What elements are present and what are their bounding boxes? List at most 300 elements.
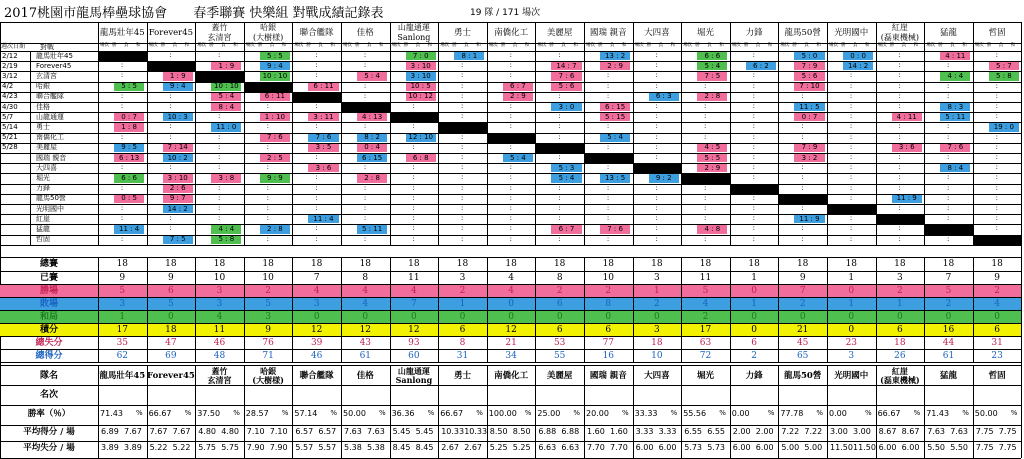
grid-line xyxy=(633,257,634,362)
match-score: 7 : 6 xyxy=(315,133,332,142)
match-pending: : xyxy=(752,81,755,90)
mini-header: 和 xyxy=(670,43,676,48)
mini-header: 場次 xyxy=(926,43,936,48)
stat-value: 8 xyxy=(605,298,612,309)
match-pending: : xyxy=(995,132,998,141)
avg-lose-label: 平均失分 / 場 xyxy=(23,443,75,453)
stat-value: 1 xyxy=(751,298,757,309)
stat-value: 46 xyxy=(310,350,323,361)
match-pending: : xyxy=(412,102,415,110)
bottom-team-sub-3: (大樹様) xyxy=(252,375,284,385)
grid-line xyxy=(0,245,1021,246)
stat-value: 6 xyxy=(168,285,174,296)
match-score: 11 : 5 xyxy=(799,102,820,111)
stat-value: 23 xyxy=(845,337,858,348)
stat-value: 4 xyxy=(313,285,320,296)
win-pct: 25.00 xyxy=(537,409,561,418)
match-pending: : xyxy=(606,122,610,131)
match-pending: : xyxy=(461,234,464,243)
mini-header: 和 xyxy=(622,43,627,48)
stat-value: 43 xyxy=(359,337,372,348)
match-pending: : xyxy=(509,224,512,233)
row-team-15: 光明國中 xyxy=(36,204,64,213)
match-score: 9 : 5 xyxy=(121,143,137,152)
mini-header: 勝 xyxy=(112,43,117,48)
bottom-team-7: 勇士 xyxy=(453,371,471,381)
match-pending: : xyxy=(655,234,658,243)
stat-value: 34 xyxy=(505,350,517,361)
match-pending: : xyxy=(752,234,755,243)
match-pending: : xyxy=(898,153,901,161)
match-pending: : xyxy=(995,102,998,110)
match-pending: : xyxy=(606,81,610,90)
win-pct: 37.50 xyxy=(197,409,221,418)
match-pending: : xyxy=(509,163,512,172)
match-pending: : xyxy=(412,183,415,192)
grid-line xyxy=(195,365,196,458)
avg-lose: 6.63 xyxy=(538,443,557,452)
mini-header: 勝 xyxy=(257,43,263,48)
match-pending: : xyxy=(995,193,998,202)
mini-header: 負 xyxy=(610,43,615,48)
avg-lose-alt: 7.75 xyxy=(998,443,1017,452)
team-header-3: 哈銀 xyxy=(260,23,277,32)
stat-value: 61 xyxy=(359,350,372,361)
stat-value: 8 xyxy=(459,337,466,348)
row-team-18: 哲固 xyxy=(36,235,50,244)
match-score: 14 : 2 xyxy=(848,61,869,70)
bottom-team-12: 堀光 xyxy=(696,371,714,381)
mini-header: 場次 xyxy=(877,43,887,48)
stat-value: 10 xyxy=(213,272,226,283)
stat-value: 4 xyxy=(994,298,1000,309)
stat-value: 1 xyxy=(459,298,466,309)
match-pending: : xyxy=(266,214,269,223)
win-pct: 20.00 xyxy=(586,409,609,418)
team-header-13: 力鋒 xyxy=(745,28,763,38)
match-pending: : xyxy=(801,122,804,131)
match-score: 4 : 13 xyxy=(362,112,383,121)
match-score: 5 : 11 xyxy=(945,112,966,121)
match-pending: : xyxy=(509,112,512,121)
stat-value: 0 xyxy=(362,311,369,322)
self-cell xyxy=(147,61,196,71)
grid-line xyxy=(633,22,634,245)
match-pending: : xyxy=(801,132,804,141)
avg-gain: 7.63 xyxy=(344,427,362,436)
mini-header: 負 xyxy=(950,43,955,48)
bottom-team-2: 蓋竹 xyxy=(211,366,228,376)
match-pending: : xyxy=(849,173,853,182)
match-score: 9 : 4 xyxy=(169,82,186,91)
grid-line xyxy=(390,257,391,362)
match-score: 6 : 7 xyxy=(510,82,526,91)
stat-value: 3 xyxy=(216,298,223,309)
match-score: 5 : 4 xyxy=(558,173,575,182)
stat-label-6: 總失分 xyxy=(35,337,63,348)
stat-value: 18 xyxy=(991,258,1003,269)
match-score: 6 : 6 xyxy=(704,51,721,60)
percent-sign: % xyxy=(962,409,969,417)
stat-value: 9 xyxy=(994,272,1000,283)
match-pending: : xyxy=(120,214,124,223)
grid-line xyxy=(195,22,196,245)
match-pending: : xyxy=(120,102,124,110)
mini-header: 勝 xyxy=(160,43,166,48)
row-date-8: 5/21 xyxy=(2,133,18,142)
team-header-9: 美麗屋 xyxy=(546,28,573,38)
win-pct: 50.00 xyxy=(343,409,366,418)
stat-value: 0 xyxy=(508,311,514,322)
avg-lose: 5.57 xyxy=(295,443,314,452)
grid-line xyxy=(487,22,488,245)
avg-gain: 7.10 xyxy=(246,427,265,436)
match-pending: : xyxy=(995,224,998,233)
avg-lose: 7.90 xyxy=(246,443,265,452)
match-pending: : xyxy=(315,183,318,192)
grid-line xyxy=(0,71,1021,72)
stat-value: 0 xyxy=(168,311,174,322)
match-score: 5 : 7 xyxy=(996,61,1012,70)
stat-value: 18 xyxy=(602,258,615,269)
match-score: 10 : 10 xyxy=(262,71,288,80)
avg-lose: 7.70 xyxy=(587,443,605,452)
stat-value: 10 xyxy=(651,350,663,361)
bottom-team-sub-2: 玄清宮 xyxy=(207,375,232,385)
avg-lose: 5.73 xyxy=(684,443,702,452)
self-cell xyxy=(681,173,730,183)
row-team-8: 南僑化工 xyxy=(36,133,64,142)
match-score: 3 : 10 xyxy=(410,61,431,70)
bottom-team-0: 龍馬壯年45 xyxy=(99,371,146,381)
stat-value: 9 xyxy=(168,272,174,283)
match-pending: : xyxy=(169,122,172,131)
match-pending: : xyxy=(606,214,610,223)
grid-line xyxy=(876,257,877,362)
match-pending: : xyxy=(461,204,464,212)
grid-line xyxy=(244,365,245,458)
match-pending: : xyxy=(947,122,950,131)
bottom-team-6: 山龍通運 xyxy=(397,366,430,376)
grid-line xyxy=(0,22,1021,23)
mini-header: 和 xyxy=(281,43,287,48)
team-header-4: 聯合艦隊 xyxy=(299,28,334,38)
avg-gain: 6.57 xyxy=(295,427,314,436)
match-pending: : xyxy=(266,122,269,131)
match-score: 1 : 9 xyxy=(218,61,235,70)
match-pending: : xyxy=(752,214,755,223)
grid-line xyxy=(341,365,342,458)
stat-value: 18 xyxy=(651,258,663,269)
mini-header: 負 xyxy=(124,43,129,48)
match-pending: : xyxy=(947,204,950,212)
match-pending: : xyxy=(218,153,221,161)
grid-line xyxy=(0,82,1021,83)
match-pending: : xyxy=(947,91,950,100)
mini-header: 負 xyxy=(998,43,1004,48)
stat-value: 4 xyxy=(702,298,709,309)
stat-value: 0 xyxy=(897,311,903,322)
match-score: 5 : 0 xyxy=(801,51,818,60)
match-pending: : xyxy=(412,142,415,151)
grid-line xyxy=(147,22,148,245)
win-pct: 66.67 xyxy=(877,409,901,418)
match-pending: : xyxy=(266,193,269,202)
self-cell xyxy=(827,204,876,214)
match-score: 7 : 6 xyxy=(267,133,283,142)
match-pending: : xyxy=(849,193,853,202)
match-pending: : xyxy=(266,183,269,192)
match-score: 7 : 5 xyxy=(704,71,721,80)
self-cell xyxy=(730,184,779,194)
stat-value: 21 xyxy=(796,324,809,335)
grid-line xyxy=(584,365,585,458)
bottom-team-8: 南僑化工 xyxy=(494,371,529,381)
avg-gain: 3.33 xyxy=(635,427,654,436)
match-pending: : xyxy=(947,173,950,182)
grid-line xyxy=(0,163,1021,164)
match-score: 4 : 8 xyxy=(704,224,721,233)
row-date-0: 2/12 xyxy=(2,51,18,60)
match-score: 10 : 5 xyxy=(410,82,431,91)
match-pending: : xyxy=(898,224,901,233)
match-pending: : xyxy=(995,51,998,59)
stat-value: 62 xyxy=(116,350,129,361)
stat-value: 18 xyxy=(894,337,906,348)
match-pending: : xyxy=(558,122,561,131)
mini-header: 勝 xyxy=(500,43,506,48)
stat-value: 18 xyxy=(553,258,566,269)
bottom-team-11: 大四喜 xyxy=(644,371,670,381)
percent-sign: % xyxy=(767,409,775,417)
match-pending: : xyxy=(655,183,658,192)
match-score: 3 : 11 xyxy=(313,112,334,121)
stat-value: 45 xyxy=(796,337,809,348)
match-score: 7 : 6 xyxy=(607,224,623,233)
match-pending: : xyxy=(461,173,464,182)
mini-header: 場次 xyxy=(488,43,498,48)
mini-header: 負 xyxy=(561,43,566,48)
stat-value: 0 xyxy=(994,311,1000,322)
stat-value: 1 xyxy=(751,272,757,283)
stat-value: 6 xyxy=(994,324,1000,335)
mini-header: 和 xyxy=(767,43,773,48)
match-score: 4 : 5 xyxy=(704,143,721,152)
grid-line xyxy=(973,365,974,458)
match-pending: : xyxy=(461,102,464,110)
avg-gain-alt: 7.63 xyxy=(950,427,968,436)
stat-label-4: 和局 xyxy=(39,311,58,322)
avg-gain: 3.00 xyxy=(830,427,848,436)
match-score: 5 : 6 xyxy=(558,82,575,91)
grid-line xyxy=(0,349,1021,350)
grid-line xyxy=(535,257,536,362)
stat-value: 0 xyxy=(799,311,806,322)
grid-line xyxy=(0,235,1021,236)
match-pending: : xyxy=(509,193,512,202)
match-score: 2 : 8 xyxy=(704,92,721,101)
match-pending: : xyxy=(461,224,464,233)
match-pending: : xyxy=(461,142,464,151)
row-date-2: 3/12 xyxy=(2,71,18,80)
stat-value: 7 xyxy=(411,298,417,309)
match-pending: : xyxy=(606,234,610,243)
mini-header: 場次 xyxy=(197,43,207,48)
stat-value: 0 xyxy=(848,324,855,335)
match-pending: : xyxy=(947,81,950,90)
stat-value: 61 xyxy=(942,350,955,361)
self-cell xyxy=(778,194,827,204)
mini-header: 場次 xyxy=(537,43,547,48)
stat-value: 2 xyxy=(945,298,952,309)
stat-value: 11 xyxy=(699,272,712,283)
grid-line xyxy=(292,22,293,245)
stat-value: 5 xyxy=(119,285,126,296)
avg-gain-alt: 7.22 xyxy=(804,427,823,436)
grid-line xyxy=(827,22,828,245)
mini-header: 負 xyxy=(464,43,469,48)
match-score: 2 : 5 xyxy=(267,153,283,162)
avg-lose-alt: 5.25 xyxy=(512,443,531,452)
stat-value: 21 xyxy=(505,337,517,348)
match-pending: : xyxy=(898,122,901,131)
match-score: 7 : 14 xyxy=(167,143,188,152)
stat-value: 18 xyxy=(748,258,760,269)
match-score: 11 : 9 xyxy=(799,214,820,223)
grid-line xyxy=(681,365,682,458)
match-pending: : xyxy=(898,163,901,172)
opponent-header: 對戰 xyxy=(40,43,54,51)
win-pct: 71.43 xyxy=(926,409,950,418)
grid-line xyxy=(147,365,148,458)
win-pct: 77.78 xyxy=(780,409,804,418)
avg-lose-alt: 5.57 xyxy=(318,443,337,452)
stat-value: 5 xyxy=(265,298,271,309)
row-team-2: 玄清宮 xyxy=(36,71,57,80)
grid-line xyxy=(98,365,99,458)
match-pending: : xyxy=(509,102,512,110)
stat-value: 3 xyxy=(897,272,903,283)
mini-header: 和 xyxy=(427,43,433,48)
win-pct: 0.00 xyxy=(731,409,750,418)
match-pending: : xyxy=(315,204,318,212)
match-pending: : xyxy=(655,71,658,80)
grid-line xyxy=(0,214,1021,215)
date-header: 週次日期 xyxy=(1,43,26,50)
stat-value: 5 xyxy=(702,285,709,296)
match-pending: : xyxy=(898,81,901,90)
grid-line xyxy=(0,362,1021,363)
match-pending: : xyxy=(461,163,464,172)
match-pending: : xyxy=(218,142,221,151)
match-pending: : xyxy=(461,214,464,223)
percent-sign: % xyxy=(719,409,726,417)
stat-value: 2 xyxy=(702,311,709,322)
match-score: 4 : 4 xyxy=(947,71,964,80)
percent-sign: % xyxy=(573,409,581,417)
grid-line xyxy=(535,22,536,245)
match-score: 4 : 11 xyxy=(896,112,917,121)
mini-header: 場次 xyxy=(148,43,158,48)
avg-lose: 11.50 xyxy=(830,443,853,452)
mini-header: 場次 xyxy=(391,43,401,48)
match-pending: : xyxy=(558,193,561,202)
match-pending: : xyxy=(995,204,998,212)
stat-value: 0 xyxy=(751,324,757,335)
match-score: 13 : 2 xyxy=(605,51,626,60)
match-pending: : xyxy=(169,51,172,59)
match-score: 5 : 4 xyxy=(607,133,623,142)
match-pending: : xyxy=(412,204,415,212)
win-pct: 50.00 xyxy=(974,409,998,418)
mini-header: 和 xyxy=(913,43,919,48)
stat-value: 3 xyxy=(654,272,660,283)
avg-gain: 10.33 xyxy=(441,427,465,436)
mini-header: 場次 xyxy=(440,43,450,48)
match-score: 0 : 7 xyxy=(801,112,818,121)
match-pending: : xyxy=(849,91,853,100)
match-pending: : xyxy=(752,163,755,172)
mini-header: 和 xyxy=(330,43,335,48)
mini-header: 勝 xyxy=(841,43,846,48)
match-pending: : xyxy=(704,193,707,202)
bottom-team-16: 紅崖 xyxy=(891,366,908,376)
percent-sign: % xyxy=(1010,409,1018,417)
mini-header: 勝 xyxy=(598,43,603,48)
match-pending: : xyxy=(655,51,658,59)
match-pending: : xyxy=(120,132,124,141)
match-pending: : xyxy=(752,102,755,110)
avg-gain: 8.50 xyxy=(489,427,508,436)
self-cell xyxy=(195,71,244,81)
match-pending: : xyxy=(558,91,561,100)
match-pending: : xyxy=(849,71,853,80)
team-name-label: 隊名 xyxy=(39,371,58,381)
match-pending: : xyxy=(752,122,755,131)
stat-value: 18 xyxy=(894,258,906,269)
percent-sign: % xyxy=(233,409,240,417)
match-score: 3 : 5 xyxy=(315,143,332,152)
stat-value: 8 xyxy=(362,272,369,283)
row-team-7: 勇士 xyxy=(36,122,50,131)
row-date-9: 5/28 xyxy=(2,143,18,152)
stat-value: 72 xyxy=(699,350,712,361)
stat-value: 4 xyxy=(508,285,514,296)
stat-value: 1 xyxy=(897,298,903,309)
stat-value: 18 xyxy=(408,258,420,269)
stat-value: 3 xyxy=(313,298,320,309)
row-team-12: 堀光 xyxy=(36,173,50,182)
match-pending: : xyxy=(218,163,221,172)
match-pending: : xyxy=(266,204,269,212)
match-score: 7 : 5 xyxy=(169,235,186,244)
match-pending: : xyxy=(655,153,658,161)
self-cell xyxy=(292,92,341,102)
mini-header: 負 xyxy=(221,43,226,48)
match-score: 5 : 15 xyxy=(605,112,626,121)
avg-gain: 7.63 xyxy=(927,427,945,436)
grid-line xyxy=(633,365,634,458)
stat-value: 39 xyxy=(310,337,323,348)
avg-gain-alt: 3.33 xyxy=(658,427,677,436)
match-score: 7 : 9 xyxy=(801,143,818,152)
match-pending: : xyxy=(169,132,172,141)
match-pending: : xyxy=(606,71,610,80)
grid-line xyxy=(30,51,31,245)
match-pending: : xyxy=(898,102,901,110)
stat-value: 7 xyxy=(945,272,952,283)
match-score: 8 : 2 xyxy=(364,133,380,142)
